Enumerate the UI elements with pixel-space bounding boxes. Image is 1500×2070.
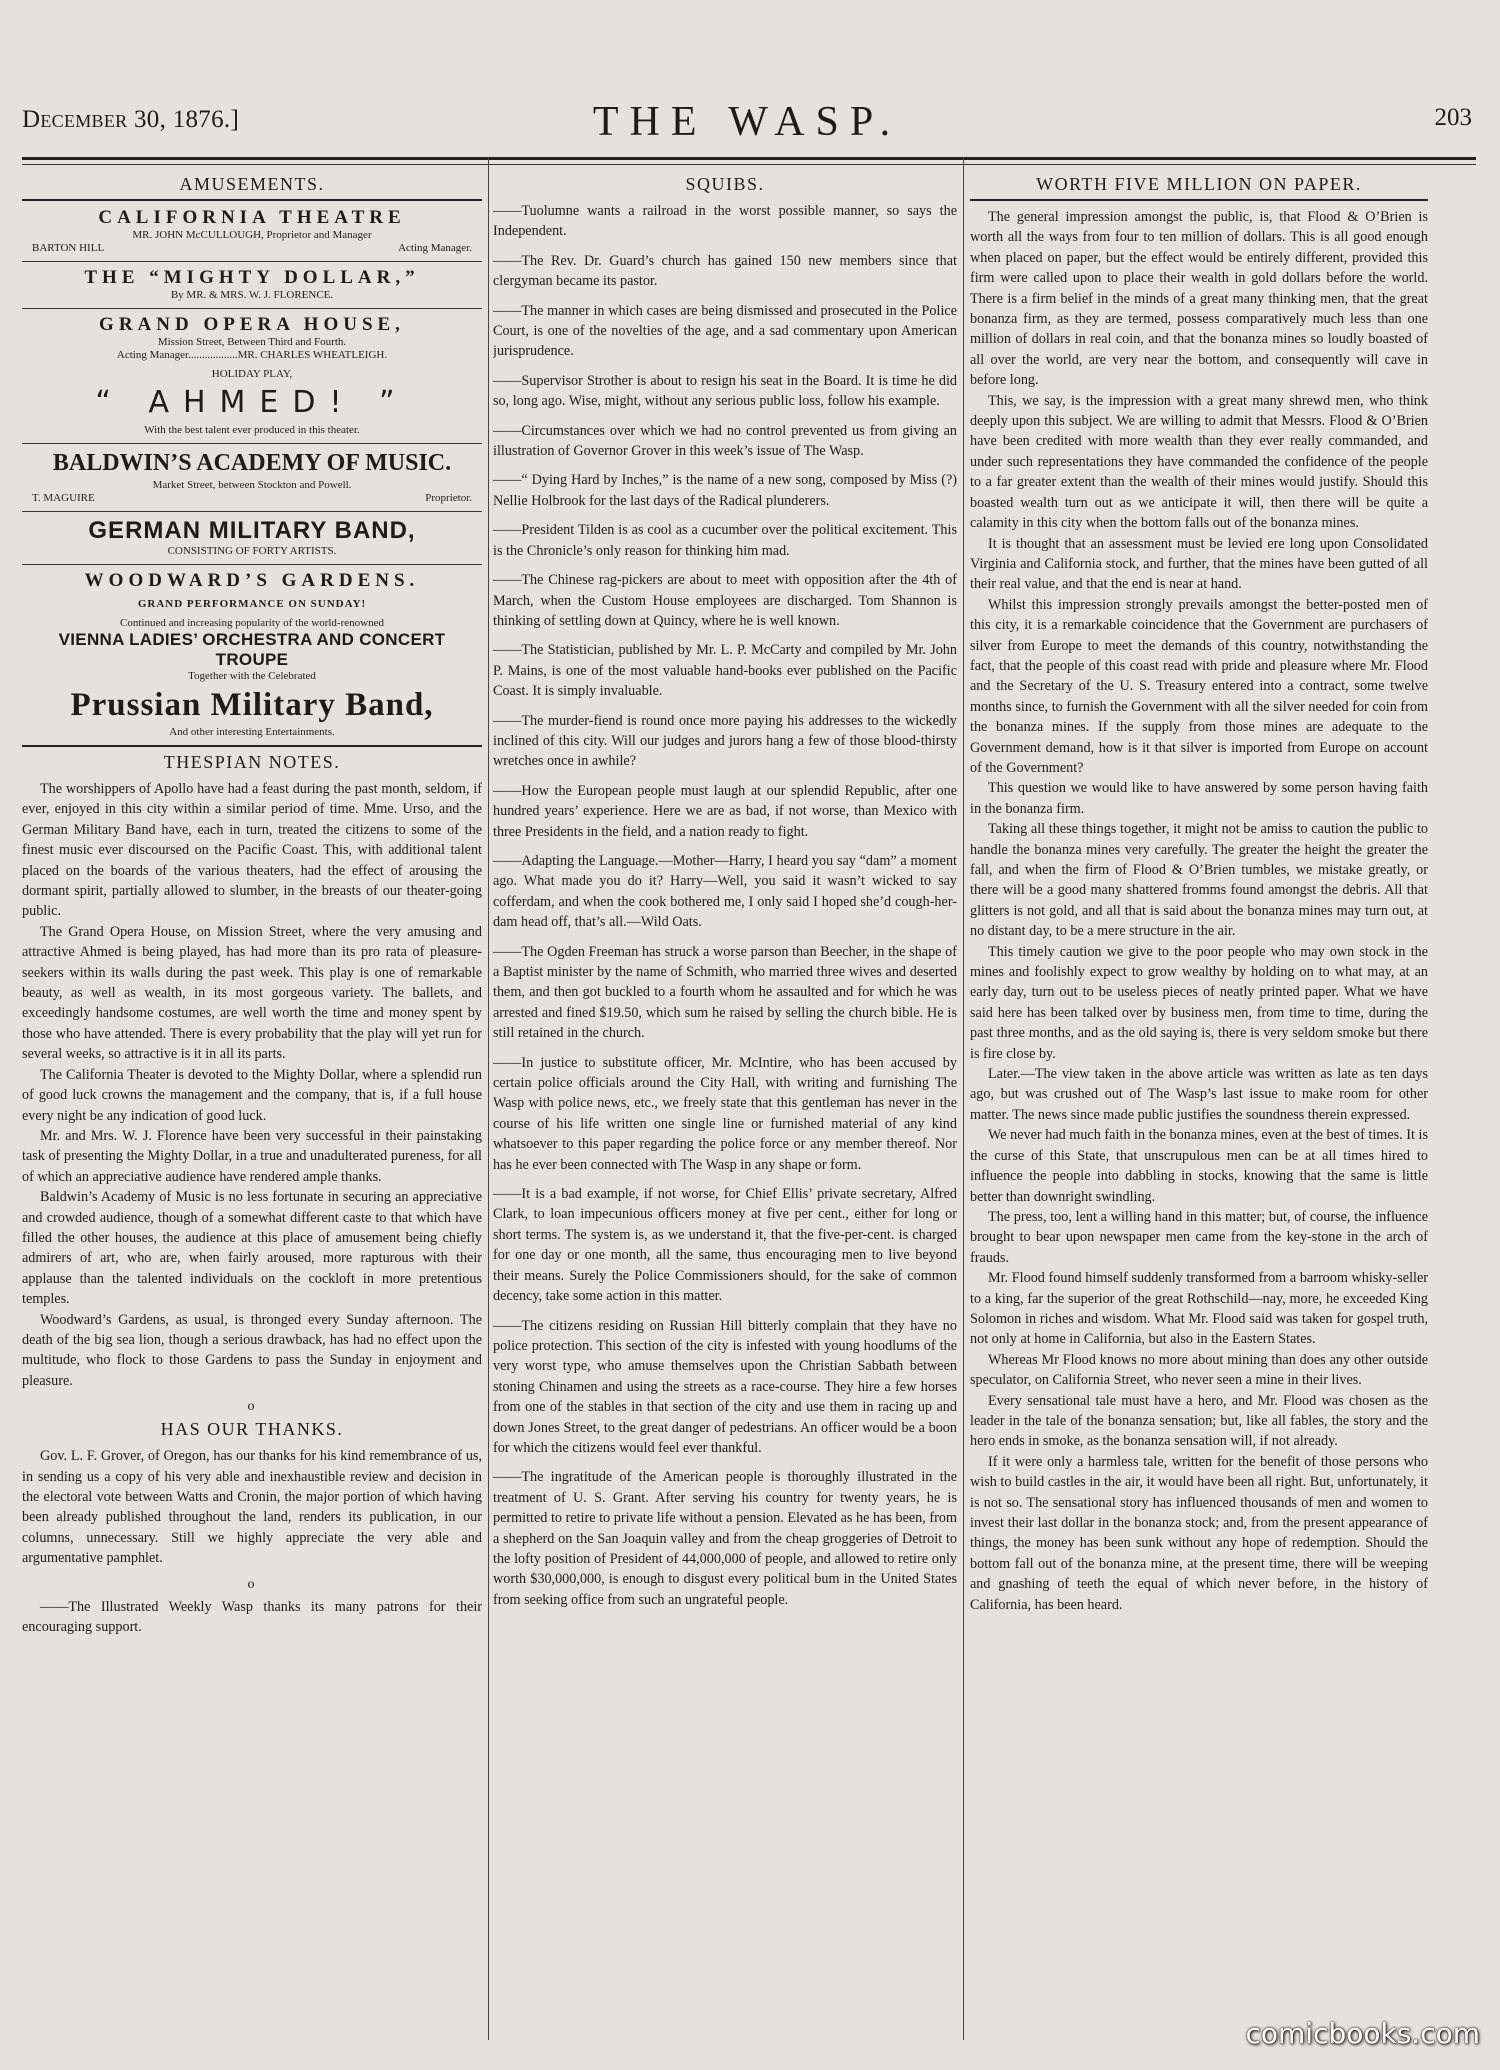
article-paragraph: The press, too, lent a willing hand in this matter; but, of course, the influence brought to bear upon newspaper men came from the key-stone in the arch of frauds. [970, 1208, 1428, 1266]
issue-date: December 30, 1876.] [22, 106, 240, 133]
mighty-dollar-ad [22, 267, 482, 309]
ad-row [22, 242, 482, 255]
squib-item: ——The manner in which cases are being dismissed and prosecuted in the Police Court, is one of the novelties of the age, and a sad commentary upon American jurisprudence. [493, 302, 957, 360]
ad-line: Together with the Celebrated [188, 670, 316, 682]
article-paragraph: Later.—The view taken in the above article was written as late as ten days ago, but was crushed out of The Wasp’s last issue to make room for other matter. The news since made public justifies the soundness therein expressed. [970, 1066, 1428, 1123]
article-paragraph: Gov. L. F. Grover, of Oregon, has our thanks for his kind remembrance of us, in sending us a copy of his very able and inexhaustible review and decision in the electoral vote between Watts and Cronin, the major portion of which having been already published throughout the land, renders its publication, in our columns, unnecessary. Still we highly appreciate the very able and argumentative pamphlet. [22, 1448, 482, 1567]
california-theatre-ad [22, 207, 482, 262]
german-band-ad [22, 517, 482, 565]
ad-line: Mission Street, Between Third and Fourth. [157, 336, 347, 348]
squib-item: ——The Statistician, published by Mr. L. P. McCarty and compiled by Mr. John P. Mains, is one of the most valuable hand-books ever published on the Pacific Coast. It is simply invaluable. [493, 642, 957, 700]
top-rule-thin [22, 164, 1476, 165]
grand-opera-house-ad [22, 314, 482, 444]
thespian-body [22, 779, 482, 1391]
ad-row [22, 492, 482, 505]
article-paragraph: Woodward’s Gardens, as usual, is thronged every Sunday afternoon. The death of the big sea lion, though a serious drawback, has had no effect upon the multitude, who flock to those Gardens to pass the Sunday in enjoyment and pleasure. [22, 1311, 482, 1389]
ad-line: By MR. & MRS. W. J. FLORENCE. [170, 289, 334, 301]
squib-item: ——The ingratitude of the American people is thoroughly illustrated in the treatment of U. S. Grant. After serving his country for twenty years, he is permitted to retire to private life without a pension. Elevated as he has been, from a shepherd on the San Joaquin valley and from the cheap groggeries of Detroit to the lofty position of President of 44,000,000 of people, and allowed to retire only worth $30,000,000, is enough to disgust every political bum in the United States from seeking office from such an ungrateful people. [493, 1469, 957, 1608]
ad-feature-title: VIENNA LADIES’ ORCHESTRA AND CONCERT TROUPE [58, 630, 446, 669]
ad-line: And other interesting Entertainments. [169, 726, 335, 738]
article-paragraph: The California Theater is devoted to the Mighty Dollar, where a splendid run of good luck crowns the management and the company, that is, if a full house every night be any indication of good luck. [22, 1066, 482, 1124]
section-separator: o [247, 1399, 257, 1415]
article-paragraph: Taking all these things together, it might not be amiss to caution the public to handle the bonanza mines very carefully. The greater the height the greater the fall, and when the firm of Flood & O’Brien tumbles, we mistake greatly, or there will be a good many shattered fromms found amongst the debris. All that glitters is not gold, and all that is said about the bonanza mines may turn out, at no distant day, to be a mere structure in the air. [970, 821, 1428, 940]
thespian-heading: THESPIAN NOTES. [163, 752, 341, 772]
page-number: 203 [1434, 104, 1472, 131]
ad-line: CONSISTING OF FORTY ARTISTS. [167, 545, 337, 557]
ad-line: Market Street, between Stockton and Powell. [152, 479, 352, 491]
squib-item: ——President Tilden is as cool as a cucumber over the political excitement. This is the Chronicle’s only reason for thinking him mad. [493, 522, 957, 559]
article-paragraph: Mr. and Mrs. W. J. Florence have been very successful in their painstaking task of presenting the Mighty Dollar, in a true and unadulterated pureness, for all of which an appreciative audience have rendered ample thanks. [22, 1127, 482, 1185]
article-paragraph: This question we would like to have answered by some person having faith in the bonanza firm. [970, 780, 1428, 817]
ad-line: Acting Manager. [398, 242, 472, 254]
ad-feature-title: “ AHMED! ” [95, 385, 409, 420]
squib-item: ——The Rev. Dr. Guard’s church has gained 150 new members since that clergyman became its pastor. [493, 252, 957, 290]
squib-item: ——How the European people must laugh at our splendid Republic, after one hundred years’ experience. Here we are as bad, if not worse, than Mexico with three Presidents in the field, and a nation ready to fight. [493, 782, 957, 840]
article-paragraph: If it were only a harmless tale, written for the benefit of those persons who wish to build castles in the air, it would have been all right. But, unfortunately, it is not so. The sensational story has influenced thousands of men and women to invest their last dollar in the bonanza stock; and, from the present appearance of things, the money has been sunk without any hope of redemption. Should the bottom fall out of the bonanza mine, at the present time, there will be weeping and gnashing of teeth the equal of which never before, in the history of California, has been heard. [970, 1453, 1428, 1613]
ad-title: THE “MIGHTY DOLLAR,” [84, 267, 420, 288]
article-paragraph: Every sensational tale must have a hero, and Mr. Flood was chosen as the leader in the tale of the bonanza sensation; but, like all fables, the story and the hero ends in smoke, as the bonanza sensation will, if not already. [970, 1392, 1428, 1450]
worth-body [970, 207, 1428, 1615]
ad-title: CALIFORNIA THEATRE [98, 207, 406, 228]
article-paragraph: The general impression amongst the public, is, that Flood & O’Brien is worth all the ways from four to ten million of dollars. This is all good enough when placed on paper, but the effect would be entirely different, provided this firm were called upon to place their wealth in gold dollars before the world. There is a firm belief in the minds of a great many thinking men, that the great bonanza firm, as they are termed, possess comparatively much less than one million of dollars in real coin, and that the bonanza mines so loudly boasted of all over the world, are very near the bottom, and consequently will cave in before long. [970, 209, 1428, 389]
squib-item: ——Tuolumne wants a railroad in the worst possible manner, so says the Independent. [493, 203, 957, 240]
woodwards-gardens-ad [22, 570, 482, 747]
article-paragraph: ——The Illustrated Weekly Wasp thanks its many patrons for their encouraging support. [22, 1598, 482, 1636]
section-separator: o [247, 1576, 257, 1592]
article-paragraph: We never had much faith in the bonanza mines, even at the best of times. It is the curse of this State, that unscrupulous men can be at all times hired to influence the people into dabbling in stocks, knowing that the same is little better than downright swindling. [970, 1127, 1428, 1205]
squib-item: ——The Chinese rag-pickers are about to meet with opposition after the 4th of March, when the Custom House employees are discharged. Tom Shannon is thinking of settling down at Quincy, where he is well known. [493, 572, 957, 629]
squibs-heading: SQUIBS. [685, 174, 765, 194]
ad-line: Continued and increasing popularity of the world-renowned [120, 617, 384, 629]
article-paragraph: It is thought that an assessment must be levied ere long upon Consolidated Virginia and California stock, and further, that the mines have been gutted of all their real value, and that the end is near at hand. [970, 535, 1428, 593]
article-paragraph: Whereas Mr Flood knows no more about mining than does any other outside speculator, on California Street, who never seen a mine in their lives. [970, 1351, 1428, 1389]
squib-item: ——Supervisor Strother is about to resign his seat in the Board. It is time he did so, long ago. Wise, might, without any serious public loss, follow his example. [493, 372, 957, 410]
article-paragraph: This, we say, is the impression with a great many shrewd men, who think deeply upon this subject. We are willing to admit that Messrs. Flood & O’Brien have been credited with more wealth than they ever really commanded, and under such representations they have commanded the confidence of the people to a far greater extent than the wealth of their mines would justify. Should this boasted wealth turn out as we anticipate it will, then there will be quite a calamity in this city when the bottom falls out of the bonanza mines. [970, 392, 1428, 532]
column-divider [963, 157, 964, 2040]
newspaper-title: THE WASP. [592, 99, 902, 145]
squib-item: ——The citizens residing on Russian Hill bitterly complain that they have no police protection. This section of the city is infested with young hoodlums of the very worst type, who amuse themselves upon the Christian Sabbath between stoning Chinamen and using the streets as a race-course. They hire a few horses from one of the stables in that section of the city and use them in racing up and down Jones Street, to the great danger of pedestrians. An officer would be a boon for which the citizens would feel ever thankful. [493, 1317, 957, 1456]
article-paragraph: The Grand Opera House, on Mission Street, where the very amusing and attractive Ahmed is being played, has had more than its pro rata of pleasure-seekers within its walls during the past week. This play is one of remarkable beauty, as well as wealth, in its most gorgeous variety. The ballets, and exceedingly handsome costumes, are well worth the time and money spent by those who have attended. There is every probability that the play will yet run for several weeks, so attractive is it in all its parts. [22, 923, 482, 1063]
ad-line: Proprietor. [425, 492, 472, 504]
thanks-heading: HAS OUR THANKS. [160, 1419, 344, 1440]
ad-line: HOLIDAY PLAY, [211, 368, 293, 380]
masthead [22, 98, 1472, 145]
squib-item: ——Adapting the Language.—Mother—Harry, I heard you say “dam” a moment ago. What made you do it? Harry—Well, you said it wasn’t wicked to say cofferdam, and when the cook bothered me, I only said I hoped she’d cough-her-dam head off, that’s all.—Wild Oats. [493, 852, 957, 931]
ad-title: BALDWIN’S ACADEMY OF MUSIC. [52, 450, 452, 476]
article-paragraph: Mr. Flood found himself suddenly transformed from a barroom whisky-seller to a king, far the superior of the great Rothschild—nay, more, he exceeded King Solomon in riches and wisdom. What Mr. Flood said was taken for gospel truth, not only at home in California, but also in the Eastern States. [970, 1270, 1428, 1348]
squib-item: ——The Ogden Freeman has struck a worse parson than Beecher, in the shape of a Baptist minister by the name of Schmith, who married three wives and deserted them, and then got buckled to a fourth whom he assaulted and for which he was arrested and fined $19.50, which sum he raised by selling the church bible. He is still retained in the church. [493, 943, 957, 1042]
ad-feature-title: Prussian Military Band, [70, 687, 434, 723]
squib-item: ——It is a bad example, if not worse, for Chief Ellis’ private secretary, Alfred Clark, to loan impecunious officers money at five per cent., either for long or short terms. The system is, as we understand it, that the five-per-cent. is charged for one day or one month, all the same, thus encouraging men to live beyond their means. Surely the Police Commissioners should, for the sake of common decency, take some action in this matter. [493, 1186, 957, 1305]
article-paragraph: This timely caution we give to the poor people who may own stock in the mines and foolishly expect to grow wealthy by holding on to what may, at an early day, turn out to be useless pieces of neatly printed paper. What we have said here has been talked over by business men, from time to time, during the past three months, and as the old saying is, there is very seldom smoke but there is fire close by. [970, 943, 1428, 1062]
column-left [22, 170, 482, 2070]
amusements-heading: AMUSEMENTS. [22, 174, 482, 201]
watermark: comicbooks.com [1245, 2017, 1480, 2050]
squibs-body [493, 201, 957, 1610]
article-paragraph: The worshippers of Apollo have had a feast during the past month, seldom, if ever, enjoyed in this city within a similar period of time. Mme. Urso, and the German Military Band have, each in turn, treated the citizens to some of the finest music ever discoursed on the Pacific Coast. This, with additional talent placed on the boards of the various theaters, had the effect of arousing the dormant spirit, partially allowed to slumber, in the breasts of our theater-going public. [22, 781, 482, 920]
top-rule [22, 157, 1476, 160]
column-middle [493, 170, 957, 2070]
ad-line: GRAND PERFORMANCE ON SUNDAY! [137, 598, 367, 610]
ad-title: GERMAN MILITARY BAND, [88, 517, 416, 544]
ad-title: WOODWARD’S GARDENS. [84, 570, 420, 591]
ad-line: With the best talent ever produced in this theater. [144, 424, 360, 436]
squib-item: ——Circumstances over which we had no control prevented us from giving an illustration of Governor Grover in this week’s issue of The Wasp. [493, 422, 957, 460]
column-divider [488, 157, 489, 2040]
worth-heading: WORTH FIVE MILLION ON PAPER. [970, 174, 1428, 201]
squib-item: ——In justice to substitute officer, Mr. McIntire, who has been accused by certain police officials around the City Hall, with writing and furnishing The Wasp with police news, etc., we freely state that this gentleman has never in the course of his life written one single line or furnished material of any kind whatsoever to this paper regarding the police force or any member thereof. Nor has he ever been connected with The Wasp in any shape or form. [493, 1054, 957, 1173]
squib-item: ——“ Dying Hard by Inches,” is the name of a new song, composed by Miss (?) Nellie Holbrook for the last days of the Radical plunderers. [493, 472, 957, 509]
ad-line: Acting Manager..................MR. CHARLES WHEATLEIGH. [116, 349, 388, 361]
ad-line: BARTON HILL [32, 242, 105, 254]
baldwin-academy-ad [22, 450, 482, 512]
ad-line: T. MAGUIRE [32, 492, 95, 504]
article-paragraph: Whilst this impression strongly prevails amongst the better-posted men of this city, it is a remarkable coincidence that the Government are purchasers of silver from Europe to meet the demands of this country, notwithstanding the fact, that the people of this coast read with pride and pleasure where Mr. Flood and the Secretary of the U. S. Treasury entered into a contract, some twelve months since, to furnish the Government with all the silver needed for coin from the bonanza mines. If the supply from those mines are adequate to the Government demand, how is it that silver is imported from Europe on account of the Government? [970, 596, 1428, 776]
squib-item: ——The murder-fiend is round once more paying his addresses to the wickedly inclined of this city. Will our judges and jurors hang a few of those blood-thirsty wretches once in awhile? [493, 712, 957, 770]
article-paragraph: Baldwin’s Academy of Music is no less fortunate in securing an appreciative and crowded audience, though of a somewhat different caste to that which have filled the other houses, the audience at this place of amusement being chiefly admirers of art, who are, when fairly aroused, more rapturous with their applause than the talented individuals on the cockloft in more pretentious temples. [22, 1189, 482, 1308]
ad-line: MR. JOHN McCULLOUGH, Proprietor and Manager [132, 229, 372, 241]
ad-title: GRAND OPERA HOUSE, [99, 314, 405, 335]
column-right [970, 170, 1428, 2070]
